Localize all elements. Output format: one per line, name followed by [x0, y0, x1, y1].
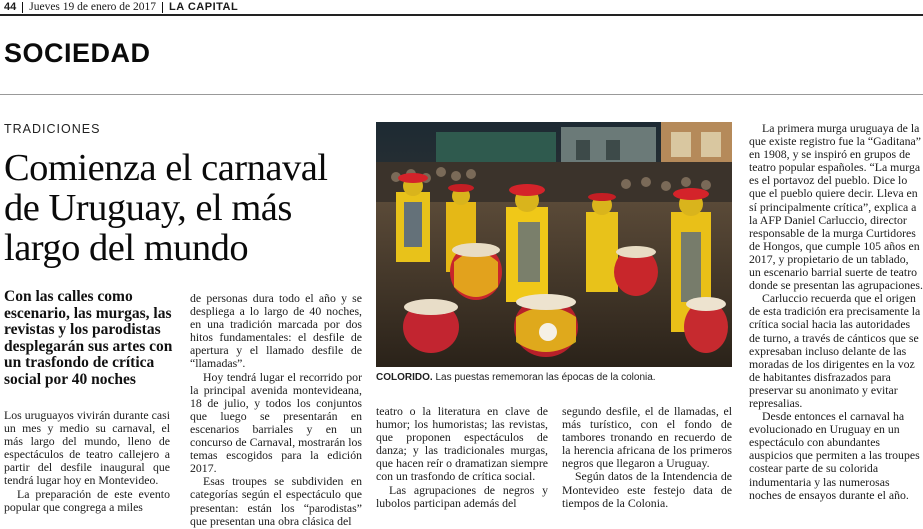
body-column-3 [376, 405, 548, 510]
article-kicker: TRADICIONES [4, 122, 101, 136]
newspaper-name: LA CAPITAL [169, 1, 239, 13]
body-column-2 [190, 292, 362, 528]
body-column-4 [562, 405, 732, 510]
article-subhead: Con las calles como escenario, las murgas, las revistas y los parodistas desplegarán sus artes con un trasfondo de crítica social por 40 noches [4, 288, 173, 388]
folio-divider [162, 2, 163, 13]
paragraph: La primera murga uruguaya de la que existe registro fue la “Gaditana” en 1908, y se inspiró en grupos de teatro popular españoles. “La murga es el portavoz del pueblo. Dice lo que el pueblo quiere decir. Lleva en sí principalmente crítica”, explica a la AFP Daniel Carluccio, director responsable de la murga Curtidores de Hongos, que cumple 105 años en 2017, y propietario de un tablado, un escenario barrial suerte de teatro donde se presentan las agrupaciones. [749, 122, 923, 293]
folio-divider [22, 2, 23, 13]
paragraph: La preparación de este evento popular que congrega a miles [4, 486, 170, 514]
paragraph: Según datos de la Intendencia de Montevideo este festejo data de tiempos de la Colonia. [562, 469, 732, 510]
paragraph: Hoy tendrá lugar el recorrido por la principal avenida montevideana, 18 de julio, y todos los conjuntos que luego se presentarán en escenarios barriales y en un concurso de Carnaval, mostrarán los temas escogidos para la edición 2017. [190, 369, 362, 476]
paragraph: Desde entonces el carnaval ha evolucionado en Uruguay en un espectáculo con abundantes auspicios que permiten a las troupes costear parte de su colorida indumentaria y las numerosas noches de ensayos durante el año. [749, 409, 920, 502]
paragraph: segundo desfile, el de llamadas, el más turístico, con el fondo de tambores tronando en recuerdo de la herencia africana de los primeros negros que llegaron a Uruguay. [562, 404, 732, 471]
header-rule [0, 14, 923, 16]
paragraph: Carluccio recuerda que el origen de esta tradición era precisamente la crítica social hacia las autoridades de turno, a través de cánticos que se expresaban incluso delante de las moradas de los dirigentes en la voz de habitantes disfrazados para preservar su anonimato y evitar represalias. [749, 291, 921, 410]
caption-text: Las puestas rememoran las épocas de la colonia. [432, 372, 656, 383]
article-headline: Comienza el carnaval de Uruguay, el más largo del mundo [4, 147, 328, 269]
body-column-5 [749, 122, 923, 502]
carnival-photo [376, 122, 732, 367]
page-folio [4, 0, 238, 14]
issue-date: Jueves 19 de enero de 2017 [29, 1, 157, 13]
page-number: 44 [4, 1, 17, 13]
paragraph: de personas dura todo el año y se despliega a lo largo de 40 noches, en una tradición marcada por dos hitos fundamentales: el desfile de apertura y el llamado desfile de “llamadas”. [190, 291, 362, 371]
paragraph: Esas troupes se subdividen en categorías según el espectáculo que presentan: están los “parodistas” que presentan una obra clásica del [190, 474, 362, 528]
paragraph: teatro o la literatura en clave de humor; los humoristas; las revistas, que proponen espectáculos de danza; y las tradicionales murgas, que hacen reír o dramatizan siempre con un trasfondo de crítica social. [376, 404, 548, 484]
section-rule [0, 94, 923, 95]
paragraph: Las agrupaciones de negros y lubolos participan además del [376, 482, 548, 510]
photo-caption [376, 372, 732, 383]
section-title: SOCIEDAD [4, 38, 151, 68]
body-column-1 [4, 409, 170, 514]
caption-label: COLORIDO. [376, 372, 433, 383]
paragraph: Los uruguayos vivirán durante casi un mes y medio su carnaval, el más largo del mundo, lleno de espectáculos de teatro callejero a partir del desfile inaugural que tendrá lugar hoy en Montevideo. [4, 408, 170, 488]
